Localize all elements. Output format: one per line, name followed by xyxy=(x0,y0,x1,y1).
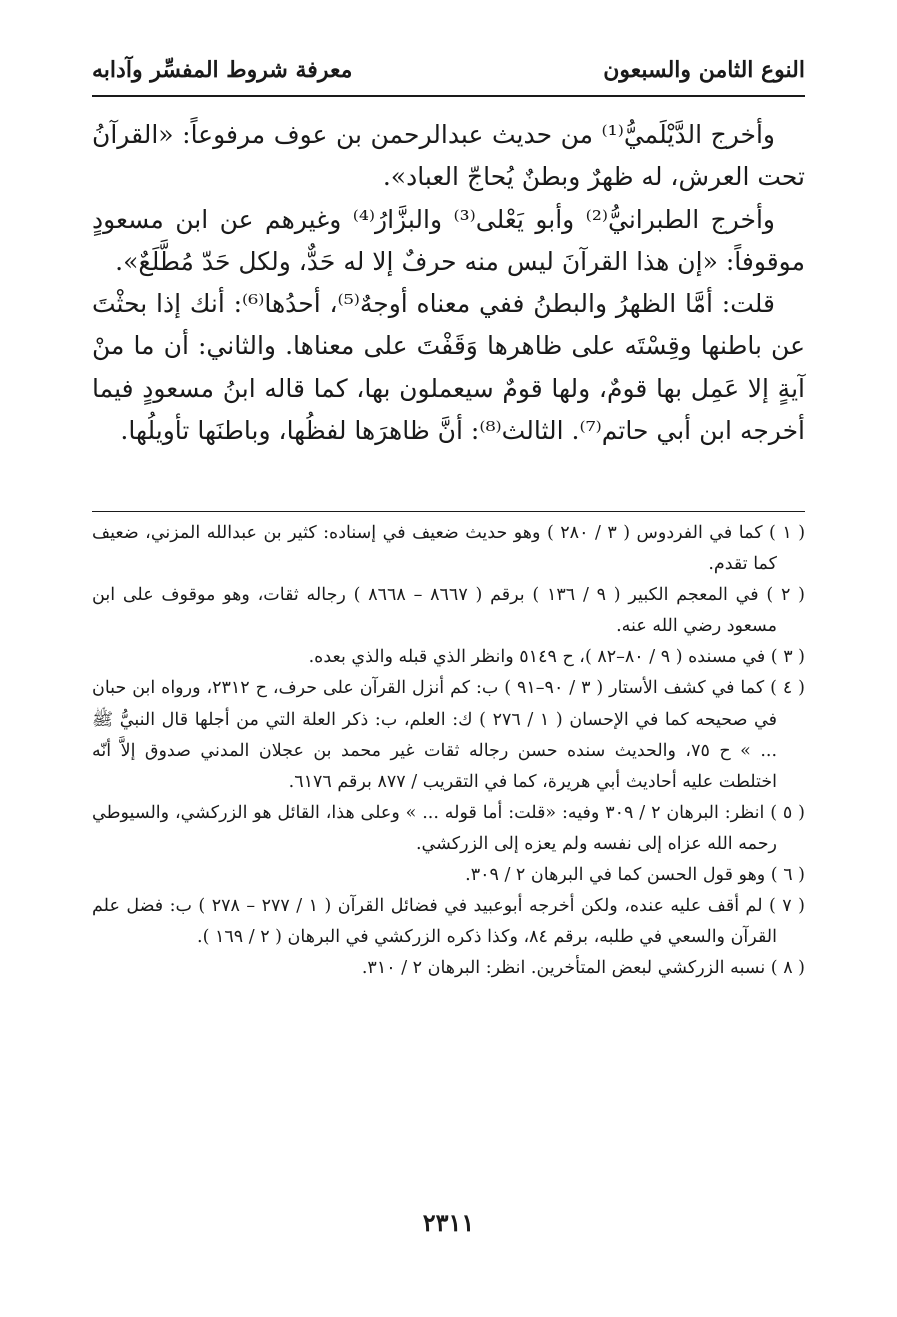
footnote: ( ٣ ) في مسنده ( ٩ / ٨٠–٨٢ )، ح ٥١٤٩ وانظر الذي قبله والذي بعده. xyxy=(308,647,805,668)
header-divider xyxy=(92,95,805,97)
footnote: ( ٥ ) انظر: البرهان ٢ / ٣٠٩ وفيه: «قلت: أما قوله ... » وعلى هذا، القائل هو الزركشي، والسيوطي رحمه الله عزاه إلى نفسه ولم يعزه إلى الزركشي. xyxy=(92,802,806,854)
main-body xyxy=(92,114,805,452)
footnote: ( ٦ ) وهو قول الحسن كما في البرهان ٢ / ٣٠٩. xyxy=(465,865,805,886)
footnote: ( ٢ ) في المعجم الكبير ( ٩ / ١٣٦ ) برقم ( ٨٦٦٧ – ٨٦٦٨ ) رجاله ثقات، وهو موقوف على ابن مسعود رضي الله عنه. xyxy=(92,585,805,637)
footnotes xyxy=(92,518,805,984)
footnote: ( ٤ ) كما في كشف الأستار ( ٣ / ٩٠–٩١ ) ب: كم أنزل القرآن على حرف، ح ٢٣١٢، ورواه ابن حبان في صحيحه كما في الإحسان ( ١ / ٢٧٦ ) ك: العلم، ب: ذكر العلة التي من أجلها قال النبيُّ ﷺ ... » ح ٧٥، والحديث سنده حسن رجاله ثقات غير محمد بن عجلان المدني صدوق إلاَّ أنّه اختلطت عليه أحاديث أبي هريرة، كما في التقريب / ٨٧٧ برقم ٦١٧٦. xyxy=(92,678,806,792)
footnote: ( ١ ) كما في الفردوس ( ٣ / ٢٨٠ ) وهو حديث ضعيف في إسناده: كثير بن عبدالله المزني، ضعيف كما تقدم. xyxy=(92,523,806,575)
footnote-divider xyxy=(92,511,805,512)
section-title: معرفة شروط المفسِّر وآدابه xyxy=(92,57,353,83)
page-number: ٢٣١١ xyxy=(422,1208,475,1237)
body-paragraph: وأخرج الدَّيْلَميُّ⁽¹⁾ من حديث عبدالرحمن بن عوف مرفوعاً: «القرآنُ تحت العرش، له ظهرٌ وبطنٌ يُحاجّ العباد». xyxy=(92,120,805,192)
running-header xyxy=(92,50,805,90)
body-paragraph: وأخرج الطبرانيُّ⁽²⁾ وأبو يَعْلى⁽³⁾ والبزَّارُ⁽⁴⁾ وغيرهم عن ابن مسعودٍ موقوفاً: «إن هذا القرآنَ ليس منه حرفٌ إلا له حَدٌّ، ولكل حَدّ مُطَّلَعٌ». xyxy=(92,204,805,276)
footnote: ( ٨ ) نسبه الزركشي لبعض المتأخرين. انظر: البرهان ٢ / ٣١٠. xyxy=(361,958,805,979)
body-paragraph: قلت: أمَّا الظهرُ والبطنُ ففي معناه أوجهٌ⁽⁵⁾، أحدُها⁽⁶⁾: أنك إذا بحثْتَ عن باطنها وقِسْتَه على ظاهرها وَقَفْتَ على معناها. والثاني: أن ما منْ آيةٍ إلا عَمِل بها قومٌ، ولها قومٌ سيعملون بها، كما قاله ابنُ مسعودٍ فيما أخرجه ابن أبي حاتم⁽⁷⁾. الثالث⁽⁸⁾: أنَّ ظاهرَها لفظُها، وباطنَها تأويلُها. xyxy=(92,289,805,446)
footnote: ( ٧ ) لم أقف عليه عنده، ولكن أخرجه أبوعبيد في فضائل القرآن ( ١ / ٢٧٧ – ٢٧٨ ) ب: فضل علم القرآن والسعي في طلبه، برقم ٨٤، وكذا ذكره الزركشي في البرهان ( ٢ / ١٦٩ ). xyxy=(92,896,805,948)
chapter-title: النوع الثامن والسبعون xyxy=(603,57,805,83)
